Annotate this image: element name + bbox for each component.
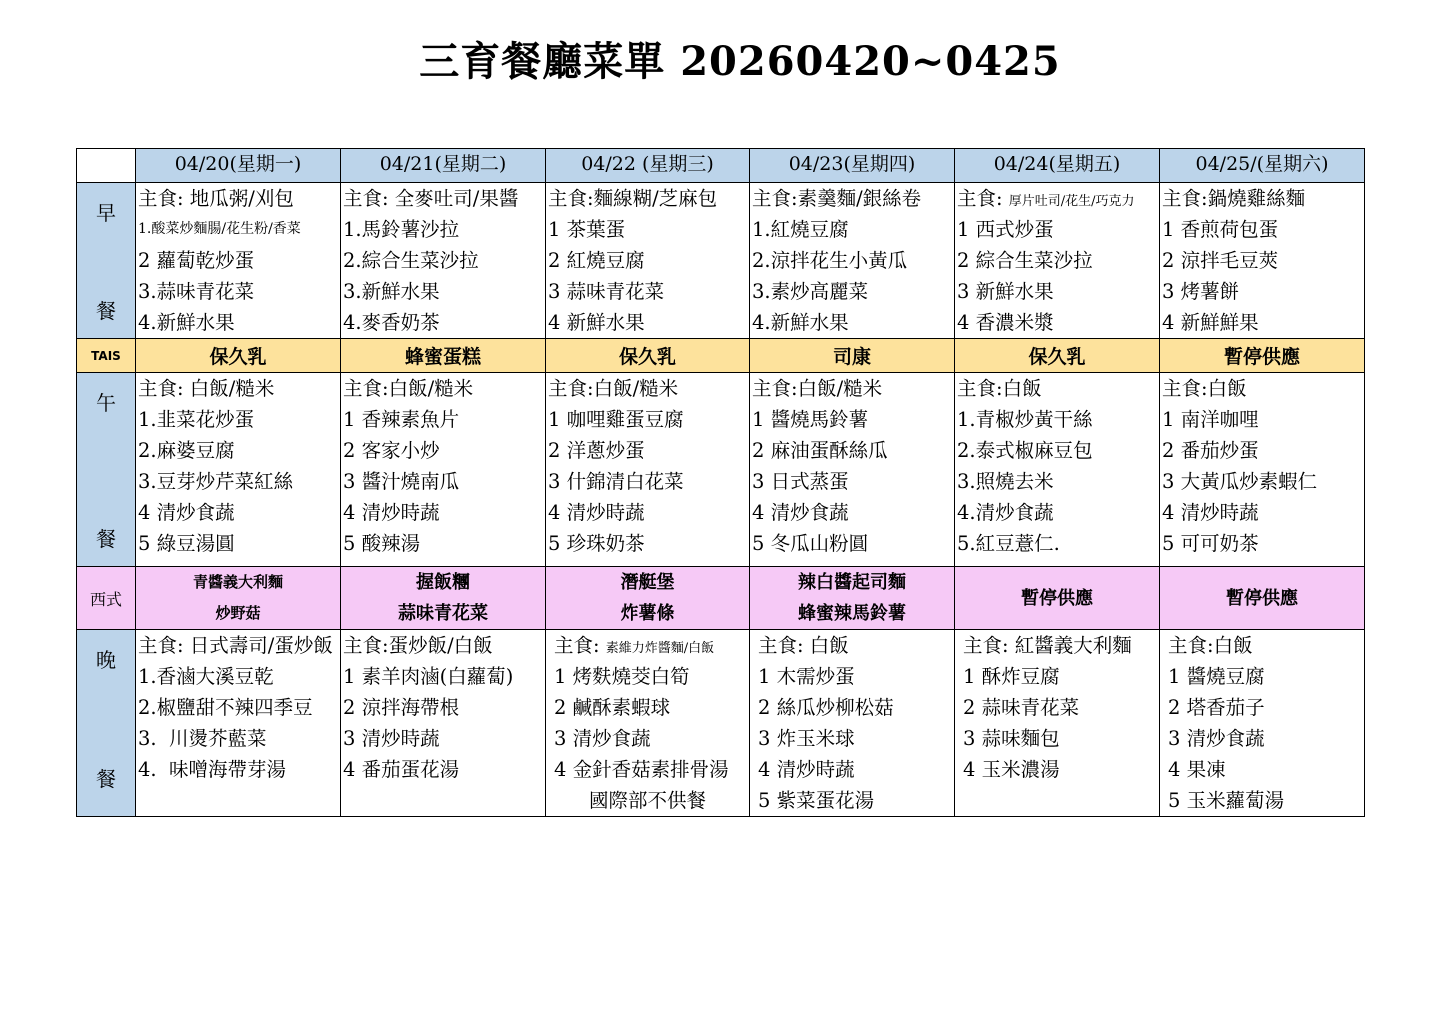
menu-item: 3 新鮮水果 [957,280,1054,303]
staple-detail: 厚片吐司/花生/巧克力 [1008,194,1135,209]
dinner-cell [955,630,1160,817]
menu-item: 5 冬瓜山粉圓 [752,532,869,555]
dinner-label [77,630,136,817]
menu-item: 主食:白飯 [1168,634,1253,657]
lunch-cell [136,373,341,567]
dinner-cell [750,630,955,817]
western-item [546,567,750,630]
western-item [955,567,1160,630]
menu-item: 主食: 全麥吐司/果醬 [343,187,519,210]
menu-item: 1 茶葉蛋 [548,218,626,241]
menu-item: 3 什錦清白花菜 [548,470,684,493]
western-dish: 暫停供應 [1021,587,1093,609]
lunch-label [77,373,136,567]
menu-item: 4 玉米濃湯 [963,758,1060,781]
menu-item: 2 塔香茄子 [1168,696,1265,719]
menu-item: 3. 川燙芥藍菜 [138,727,267,750]
day-header: 04/21(星期二) [341,149,546,183]
menu-item: 5 酸辣湯 [343,532,421,555]
tais-item: 暫停供應 [1160,339,1365,373]
western-dish: 暫停供應 [1226,587,1298,609]
lunch-cell [750,373,955,567]
menu-item: 主食:鍋燒雞絲麵 [1162,187,1306,210]
day-header: 04/25/(星期六) [1160,149,1365,183]
western-dish: 蜂蜜辣馬鈴薯 [798,603,906,624]
tais-item: 保久乳 [955,339,1160,373]
menu-item: 1.香滷大溪豆乾 [138,665,274,688]
menu-item: 4 清炒食蔬 [138,501,235,524]
menu-item: 主食:素羹麵/銀絲卷 [752,187,922,210]
day-header: 04/23(星期四) [750,149,955,183]
menu-item: 1 南洋咖哩 [1162,408,1259,431]
menu-item: 3 清炒時蔬 [343,727,440,750]
meal-label-top: 午 [96,391,116,415]
menu-item: 2 蘿蔔乾炒蛋 [138,249,255,272]
meal-label-top: 晚 [96,648,116,672]
menu-item: 主食:蛋炒飯/白飯 [343,634,493,657]
menu-item: 3.照燒去米 [957,470,1054,493]
menu-item [955,183,1159,214]
menu-item: 主食: 日式壽司/蛋炒飯 [138,634,333,657]
menu-item: 主食:白飯/糙米 [343,377,474,400]
menu-item: 1 香辣素魚片 [343,408,460,431]
menu-item: 1 醬燒豆腐 [1168,665,1265,688]
western-dish: 辣白醬起司麵 [798,572,906,593]
tais-item: 司康 [750,339,955,373]
dinner-cell [341,630,546,817]
menu-item: 4.清炒食蔬 [957,501,1054,524]
menu-item: 2.麻婆豆腐 [138,439,235,462]
western-dish: 潛艇堡 [620,572,675,593]
menu-item: 4.麥香奶茶 [343,311,440,334]
western-dish: 握飯糰 [416,572,470,593]
western-dish: 青醬義大利麵 [192,573,283,591]
menu-item: 3.蒜味青花菜 [138,280,255,303]
menu-item: 2 涼拌毛豆莢 [1162,249,1279,272]
staple-label: 主食: [957,187,1003,210]
menu-note: 國際部不供餐 [588,789,706,812]
menu-item: 3 蒜味青花菜 [548,280,665,303]
menu-item: 1 咖哩雞蛋豆腐 [548,408,684,431]
breakfast-label [77,183,136,339]
menu-item: 5 可可奶茶 [1162,532,1259,555]
tais-label: TAIS [77,339,136,373]
menu-item: 4 新鮮鮮果 [1162,311,1259,334]
menu-item: 3 大黃瓜炒素蝦仁 [1162,470,1318,493]
tais-item: 保久乳 [136,339,341,373]
menu-item: 2 紅燒豆腐 [548,249,645,272]
menu-item: 1 素羊肉滷(白蘿蔔) [343,665,514,688]
menu-item: 3 清炒食蔬 [1168,727,1265,750]
menu-item: 2.綜合生菜沙拉 [343,249,479,272]
breakfast-cell [955,183,1160,339]
meal-label-bottom: 餐 [96,527,116,551]
menu-item: 2 蒜味青花菜 [963,696,1080,719]
menu-item: 1.韭菜花炒蛋 [138,408,255,431]
menu-item: 4 清炒時蔬 [1162,501,1259,524]
dinner-row [77,630,1365,817]
menu-table [76,148,1365,817]
breakfast-cell [1160,183,1365,339]
menu-item: 1.馬鈴薯沙拉 [343,218,460,241]
menu-item: 3.新鮮水果 [343,280,440,303]
day-header: 04/20(星期一) [136,149,341,183]
menu-item: 1.青椒炒黃干絲 [957,408,1093,431]
header-row [77,149,1365,183]
western-item [1160,567,1365,630]
menu-item: 4 金針香菇素排骨湯 [554,758,729,781]
menu-item: 5 珍珠奶茶 [548,532,645,555]
menu-item: 主食:白飯/糙米 [752,377,883,400]
menu-item: 4 清炒時蔬 [758,758,855,781]
menu-item: 4 新鮮水果 [548,311,645,334]
menu-item: 4 香濃米漿 [957,311,1054,334]
corner-cell [77,149,136,183]
menu-item: 3 炸玉米球 [758,727,855,750]
breakfast-row [77,183,1365,339]
menu-item: 3 蒜味麵包 [963,727,1060,750]
menu-item: 2.椒鹽甜不辣四季豆 [138,696,313,719]
western-item [341,567,546,630]
lunch-cell [341,373,546,567]
menu-item: 4 清炒食蔬 [752,501,849,524]
western-dish: 炸薯條 [620,603,675,624]
lunch-cell [955,373,1160,567]
menu-item: 1.紅燒豆腐 [752,218,849,241]
menu-item: 1.酸菜炒麵腸/花生粉/香菜 [138,221,301,237]
western-row [77,567,1365,630]
tais-row [77,339,1365,373]
menu-item: 3 醬汁燒南瓜 [343,470,460,493]
page-title: 三育餐廳菜單 20260420~0425 [419,38,1061,85]
menu-item: 3 日式蒸蛋 [752,470,849,493]
dinner-cell [136,630,341,817]
menu-item: 1 醬燒馬鈴薯 [752,408,869,431]
breakfast-cell [750,183,955,339]
menu-item: 3.素炒高麗菜 [752,280,869,303]
menu-item: 2 麻油蛋酥絲瓜 [752,439,888,462]
menu-item: 2 綜合生菜沙拉 [957,249,1093,272]
meal-label-top: 早 [96,201,116,225]
menu-item: 2 番茄炒蛋 [1162,439,1259,462]
western-item [136,567,341,630]
menu-item: 主食: 地瓜粥/刈包 [138,187,294,210]
menu-item: 5 玉米蘿蔔湯 [1168,789,1285,812]
lunch-cell [546,373,750,567]
menu-item: 4. 味噌海帶芽湯 [138,758,287,781]
menu-item: 2 客家小炒 [343,439,440,462]
menu-item: 2 洋蔥炒蛋 [548,439,645,462]
tais-item: 保久乳 [546,339,750,373]
day-header: 04/22 (星期三) [546,149,750,183]
western-dish: 蒜味青花菜 [398,603,488,624]
menu-item: 4 番茄蛋花湯 [343,758,460,781]
western-dish: 炒野菇 [215,604,261,622]
menu-item: 3 清炒食蔬 [554,727,651,750]
menu-item: 4 果凍 [1168,758,1226,781]
menu-item: 4 清炒時蔬 [548,501,645,524]
menu-item: 3.豆芽炒芹菜紅絲 [138,470,294,493]
menu-item: 主食:白飯/糙米 [548,377,679,400]
menu-item: 2.泰式椒麻豆包 [957,439,1093,462]
menu-item: 4.新鮮水果 [752,311,849,334]
menu-item: 1 香煎荷包蛋 [1162,218,1279,241]
menu-item: 2.涼拌花生小黃瓜 [752,249,908,272]
menu-item: 主食: 白飯/糙米 [138,377,275,400]
menu-item: 1 烤麩燒茭白筍 [554,665,690,688]
menu-item [546,630,749,661]
menu-item: 主食:白飯 [1162,377,1247,400]
menu-item: 4.新鮮水果 [138,311,235,334]
menu-item: 4 清炒時蔬 [343,501,440,524]
menu-item: 主食:白飯 [957,377,1042,400]
staple-label: 主食: [554,634,600,657]
menu-item: 5 紫菜蛋花湯 [758,789,875,812]
staple-detail: 素維力炸醬麵/白飯 [605,641,715,656]
meal-label-bottom: 餐 [96,299,116,323]
menu-item: 2 絲瓜炒柳松菇 [758,696,894,719]
menu-item: 1 酥炸豆腐 [963,665,1060,688]
breakfast-cell [546,183,750,339]
breakfast-cell [136,183,341,339]
day-header: 04/24(星期五) [955,149,1160,183]
lunch-row [77,373,1365,567]
dinner-cell [1160,630,1365,817]
meal-label-bottom: 餐 [96,767,116,791]
menu-item: 5.紅豆薏仁. [957,532,1060,555]
lunch-cell [1160,373,1365,567]
menu-item: 主食: 紅醬義大利麵 [963,634,1132,657]
breakfast-cell [341,183,546,339]
tais-item: 蜂蜜蛋糕 [341,339,546,373]
menu-item: 1 木需炒蛋 [758,665,855,688]
western-item [750,567,955,630]
menu-item: 2 涼拌海帶根 [343,696,460,719]
dinner-cell [546,630,750,817]
western-label: 西式 [77,567,136,630]
menu-item: 1 西式炒蛋 [957,218,1054,241]
menu-item: 5 綠豆湯圓 [138,532,235,555]
menu-item: 主食: 白飯 [758,634,849,657]
menu-item: 2 鹹酥素蝦球 [554,696,671,719]
menu-item: 3 烤薯餅 [1162,280,1240,303]
menu-item: 主食:麵線糊/芝麻包 [548,187,718,210]
